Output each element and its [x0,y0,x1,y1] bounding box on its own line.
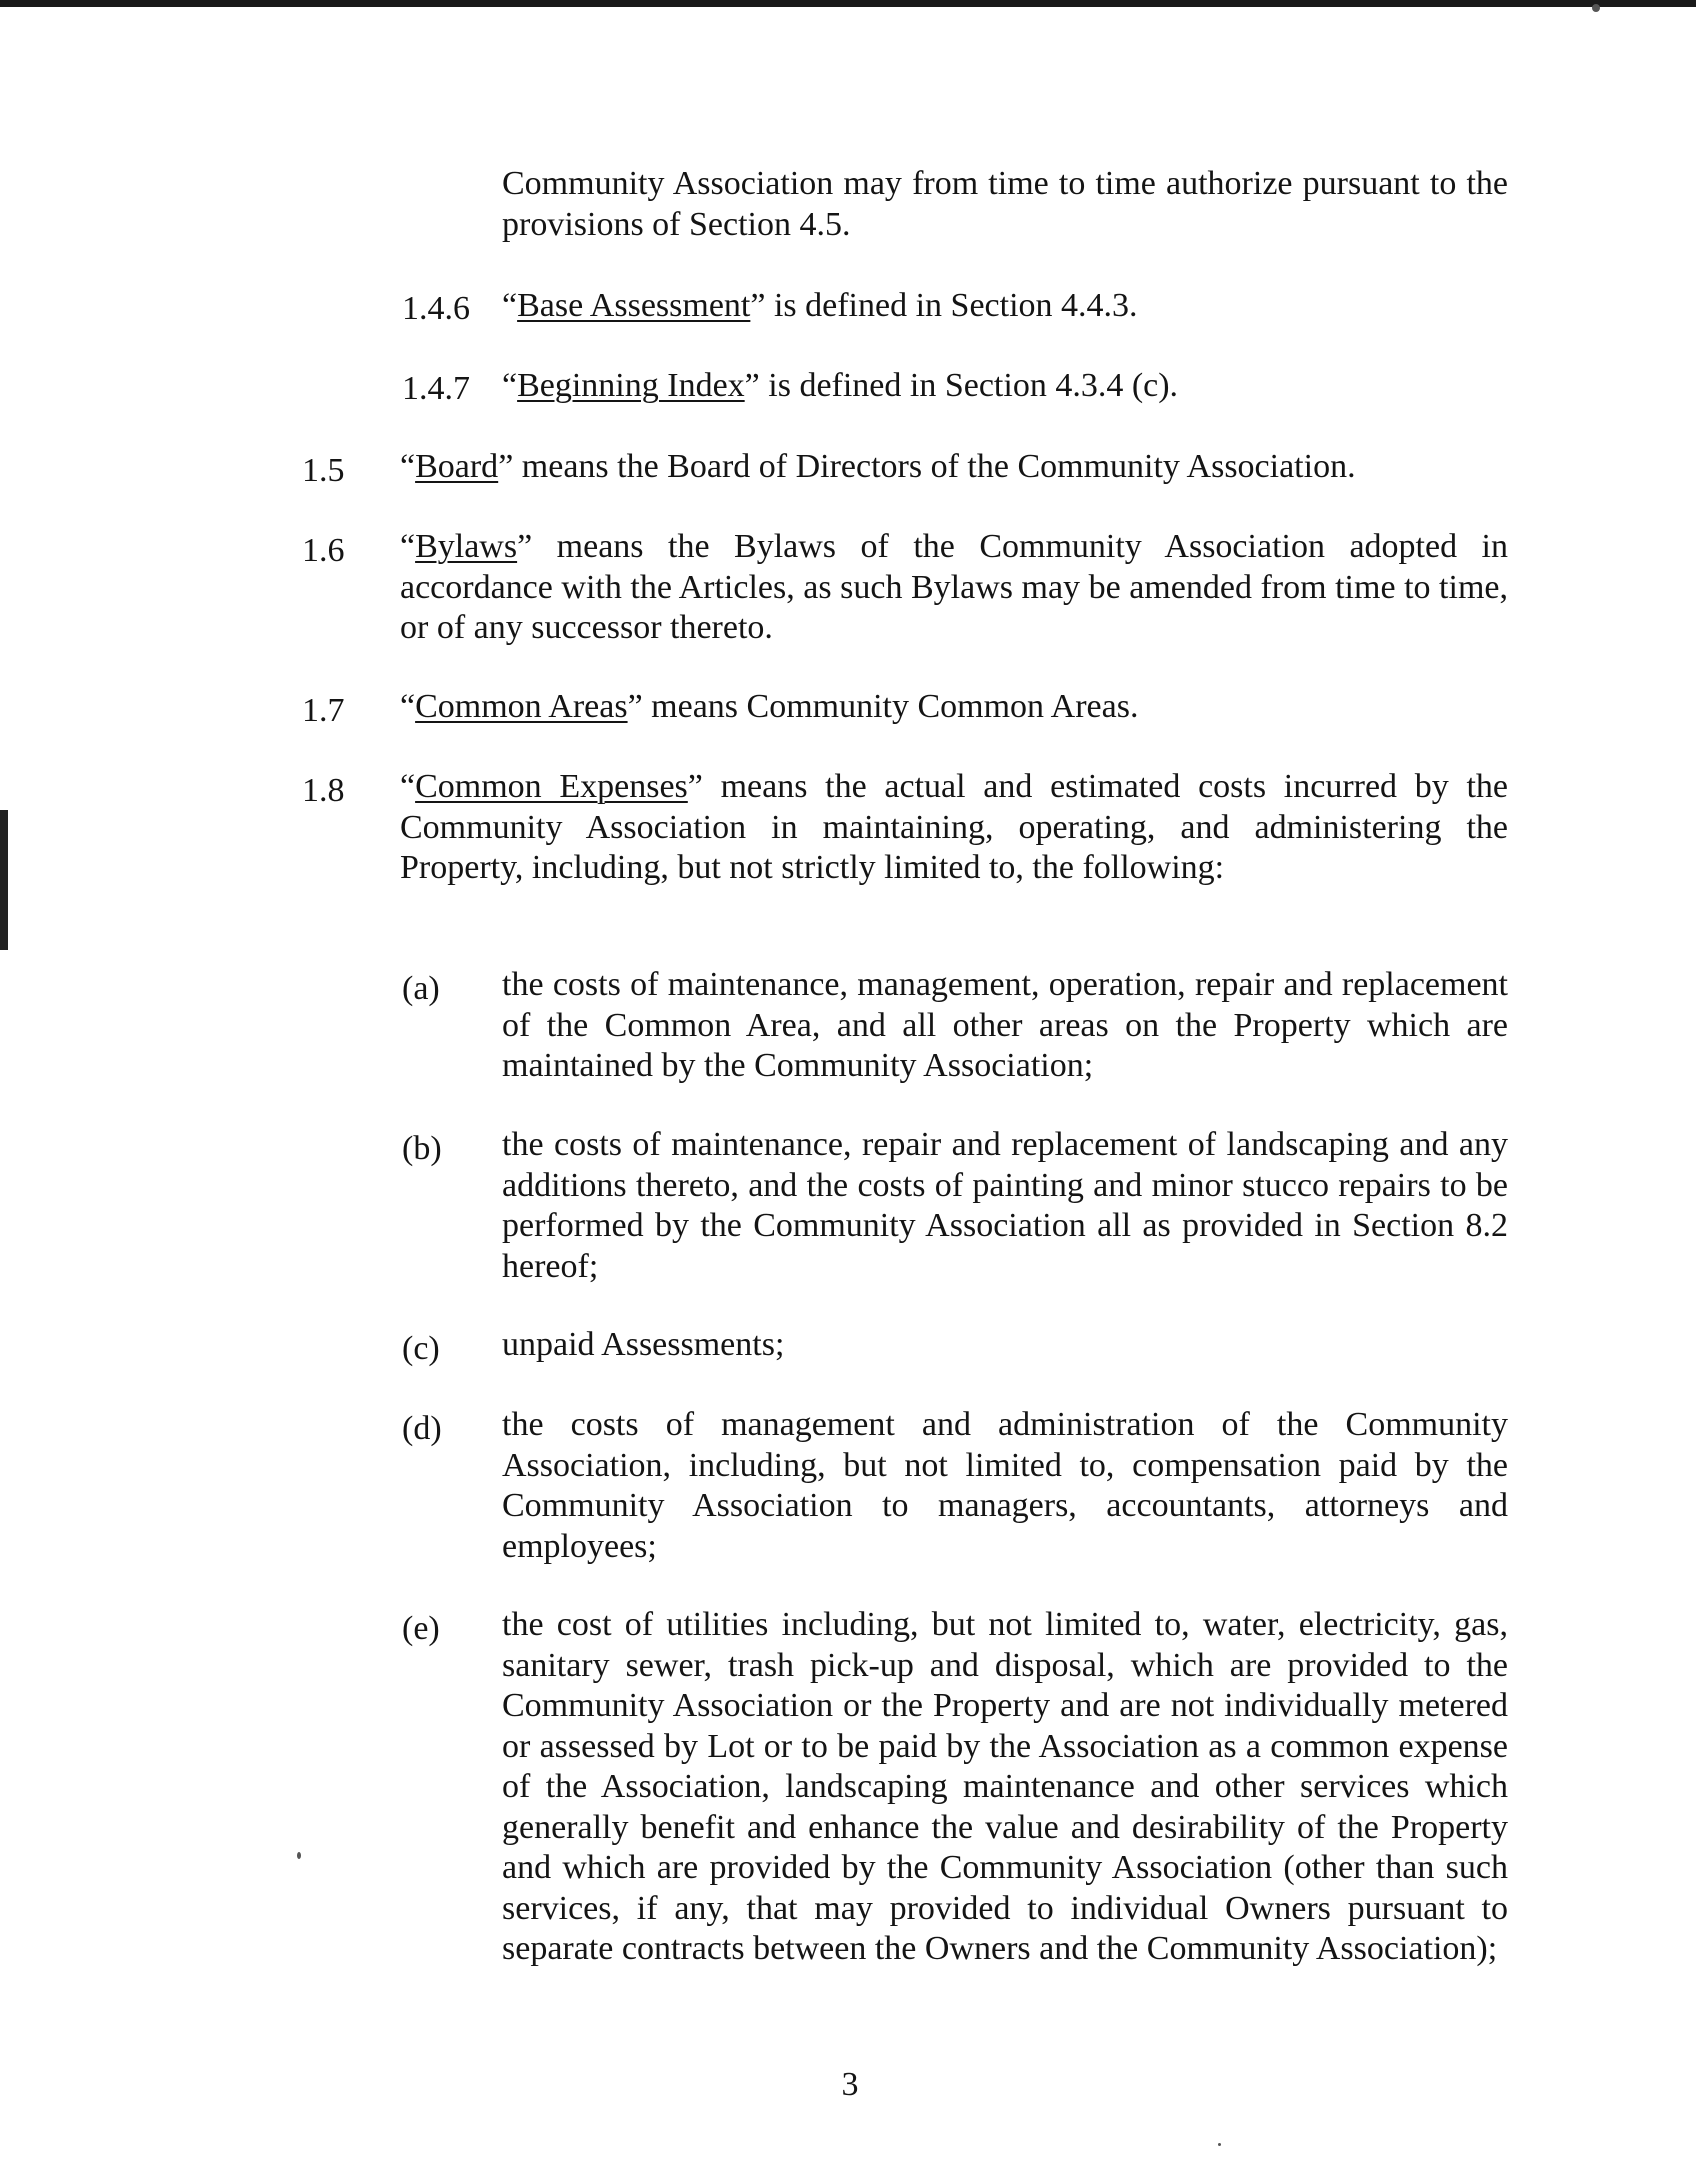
defined-term: Bylaws [415,528,518,565]
definition-text: ” is defined in Section 4.3.4 (c). [744,367,1179,404]
open-quote: “ [502,367,518,404]
continuation-paragraph: Community Association may from time to time authorize pursuant to the provisions of Section 4.5. [502,165,1508,243]
section-number: 1.6 [302,532,345,569]
definition-text: ” means the actual and estimated costs incurred by the Community Association in maintaining, operating, and administering the Property, including, but not strictly limited to, the following: [400,768,1509,886]
scan-left-mark [0,810,8,950]
list-item-label: (a) [402,970,440,1007]
scan-speck [1218,2143,1221,2146]
page-number: 3 [841,2066,859,2103]
section-number: 1.5 [302,452,345,489]
list-item-label: (e) [402,1610,440,1647]
scan-top-edge [0,0,1696,7]
scan-speck [297,1852,301,1859]
open-quote: “ [400,688,416,725]
section-number: 1.7 [302,692,345,729]
definition-beginning-index [502,366,1508,407]
section-number: 1.4.7 [402,370,470,407]
definition-common-areas [400,687,1508,728]
open-quote: “ [400,448,416,485]
open-quote: “ [400,528,416,565]
definition-board [400,447,1508,488]
section-number: 1.8 [302,772,345,809]
defined-term: Board [415,448,499,485]
list-item-text: unpaid Assessments; [502,1326,785,1363]
list-item-text: the costs of management and administration of the Community Association, including, but not limited to, compensation paid by the Community Association to managers, accountants, attorneys and employees; [502,1406,1508,1565]
definition-bylaws [400,527,1508,649]
definition-common-expenses [400,767,1508,889]
definition-base-assessment [502,286,1508,327]
list-item-text: the costs of maintenance, management, operation, repair and replacement of the Common Area, and all other areas on the Property which are maintained by the Community Association; [502,966,1508,1084]
list-item-text: the costs of maintenance, repair and replacement of landscaping and any additions thereto, and the costs of painting and minor stucco repairs to be performed by the Community Association all as provided in Section 8.2 hereof; [502,1126,1508,1285]
definition-text: ” means the Board of Directors of the Community Association. [498,448,1356,485]
open-quote: “ [502,287,518,324]
section-number: 1.4.6 [402,290,470,327]
defined-term: Common Expenses [415,768,688,805]
definition-text: ” means the Bylaws of the Community Association adopted in accordance with the Articles, as such Bylaws may be amended from time to time, or of any successor thereto. [400,528,1508,646]
definition-text: ” is defined in Section 4.4.3. [750,287,1138,324]
open-quote: “ [400,768,416,805]
scan-speck [1592,4,1600,12]
defined-term: Base Assessment [517,287,751,324]
list-item-label: (c) [402,1330,440,1367]
defined-term: Common Areas [415,688,628,725]
list-item-text: the cost of utilities including, but not limited to, water, electricity, gas, sanitary sewer, trash pick-up and disposal, which are provided to the Community Association or the Property and are not individually metered or assessed by Lot or to be paid by the Association as a common expense of the Association, landscaping maintenance and other services which generally benefit and enhance the value and desirability of the Property and which are provided by the Community Association (other than such services, if any, that may provided to individual Owners pursuant to separate contracts between the Owners and the Community Association); [502,1606,1508,1967]
definition-text: ” means Community Common Areas. [627,688,1139,725]
list-item-label: (b) [402,1130,442,1167]
list-item-label: (d) [402,1410,442,1447]
defined-term: Beginning Index [517,367,745,404]
